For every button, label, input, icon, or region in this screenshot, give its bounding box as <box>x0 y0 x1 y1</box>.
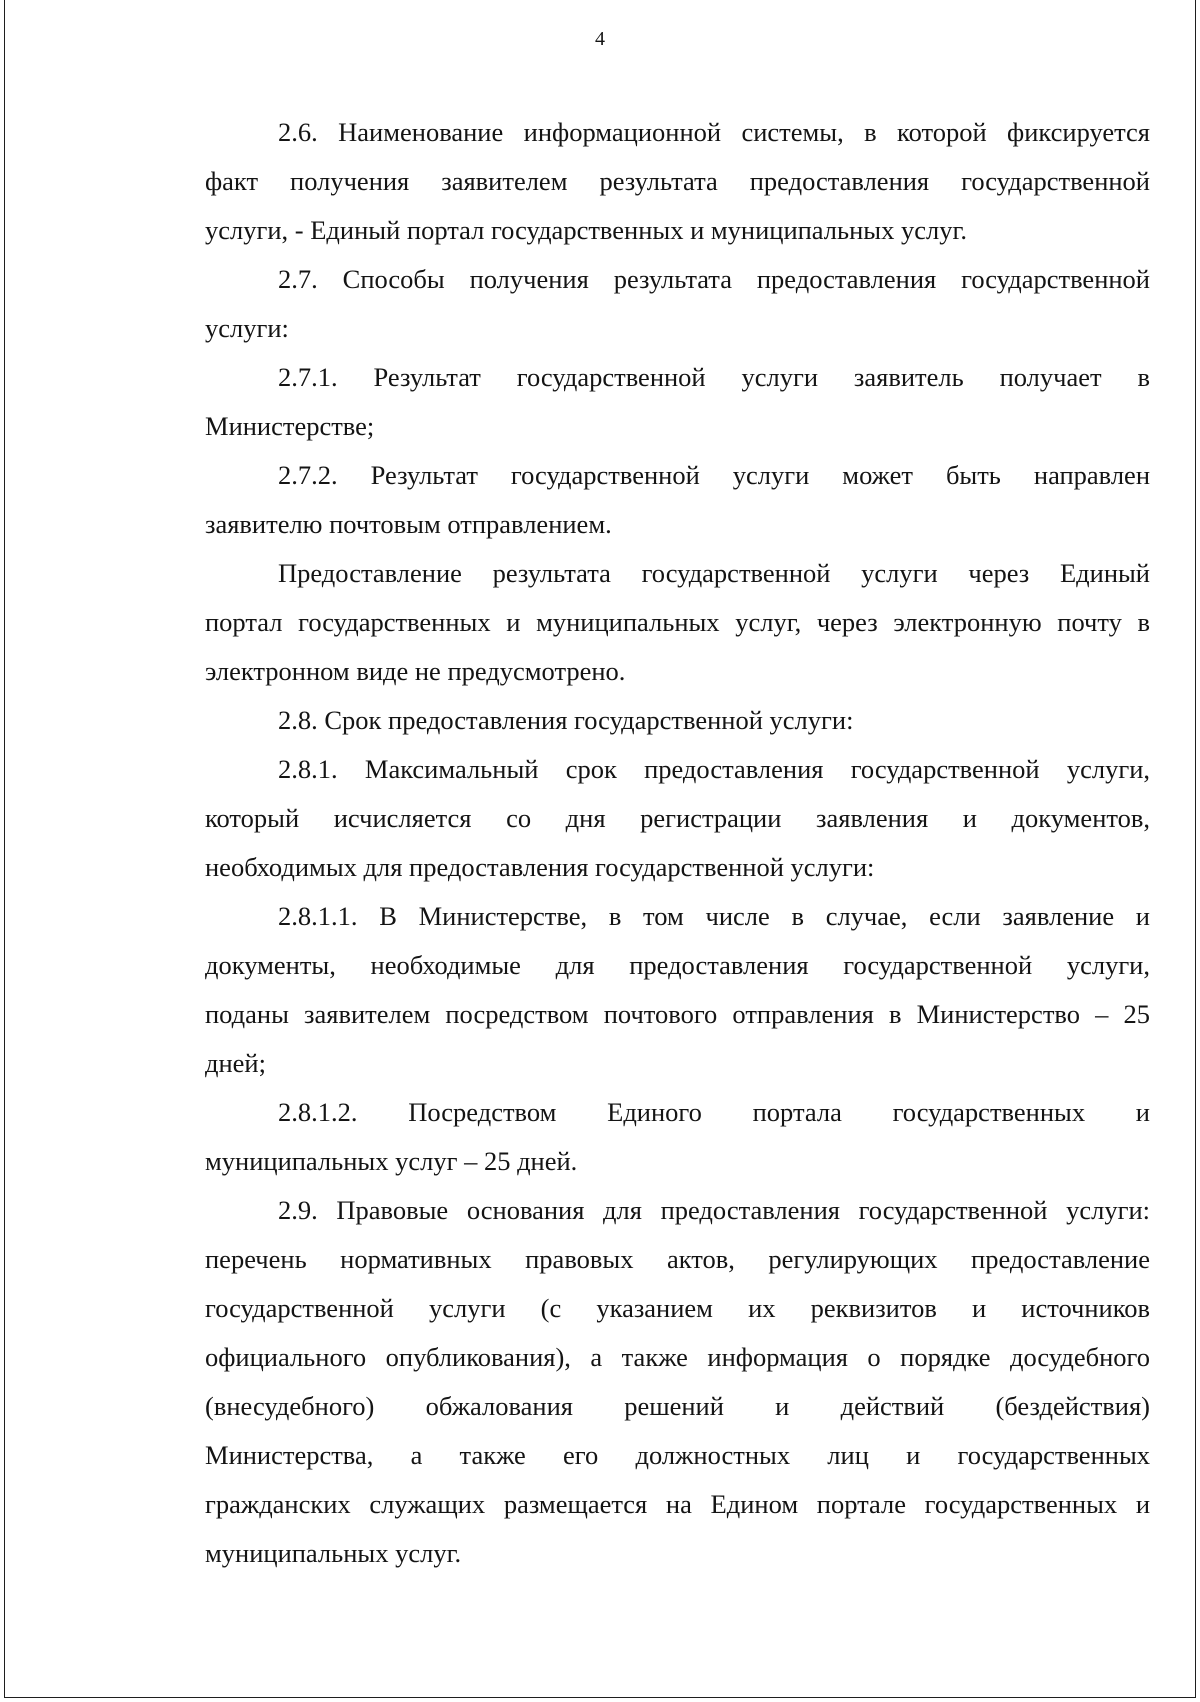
text-line: 2.8.1.1. В Министерстве, в том числе в случае, если заявление и <box>278 901 1150 931</box>
paragraph-p-2-9 <box>205 1186 1150 1578</box>
text-line: Предоставление результата государственной услуги через Единый <box>278 558 1150 588</box>
text-line: услуги: <box>205 313 289 343</box>
paragraph-p-2-7-2 <box>205 451 1150 549</box>
text-line: государственной услуги (с указанием их реквизитов и источников <box>205 1293 1150 1323</box>
text-line: портал государственных и муниципальных услуг, через электронную почту в <box>205 607 1150 637</box>
text-line: перечень нормативных правовых актов, регулирующих предоставление <box>205 1244 1150 1274</box>
paragraph-p-2-8-1-2 <box>205 1088 1150 1186</box>
text-line: 2.7.2. Результат государственной услуги может быть направлен <box>278 460 1150 490</box>
paragraph-p-2-7-1 <box>205 353 1150 451</box>
text-line: необходимых для предоставления государственной услуги: <box>205 852 875 882</box>
text-line: дней; <box>205 1048 266 1078</box>
text-line: 2.8.1. Максимальный срок предоставления государственной услуги, <box>278 754 1150 784</box>
text-line: 2.6. Наименование информационной системы, в которой фиксируется <box>278 117 1150 147</box>
text-line: заявителю почтовым отправлением. <box>205 509 612 539</box>
text-line: поданы заявителем посредством почтового отправления в Министерство – 25 <box>205 999 1150 1029</box>
text-line: 2.9. Правовые основания для предоставления государственной услуги: <box>278 1195 1150 1225</box>
text-line: официального опубликования), а также информация о порядке досудебного <box>205 1342 1150 1372</box>
text-line: 2.7.1. Результат государственной услуги заявитель получает в <box>278 362 1150 392</box>
text-line: факт получения заявителем результата предоставления государственной <box>205 166 1150 196</box>
document-body <box>205 108 1150 1578</box>
text-line: который исчисляется со дня регистрации заявления и документов, <box>205 803 1150 833</box>
text-line: 2.7. Способы получения результата предоставления государственной <box>278 264 1150 294</box>
text-line: муниципальных услуг. <box>205 1538 462 1568</box>
page-number: 4 <box>595 28 605 50</box>
paragraph-p-2-8 <box>205 696 1150 745</box>
text-line: услуги, - Единый портал государственных и муниципальных услуг. <box>205 215 967 245</box>
paragraph-p-2-6 <box>205 108 1150 255</box>
text-line: документы, необходимые для предоставления государственной услуги, <box>205 950 1150 980</box>
text-line: электронном виде не предусмотрено. <box>205 656 626 686</box>
text-line: (внесудебного) обжалования решений и действий (бездействия) <box>205 1391 1150 1421</box>
text-line: Министерства, а также его должностных лиц и государственных <box>205 1440 1150 1470</box>
paragraph-p-2-7 <box>205 255 1150 353</box>
text-line: 2.8. Срок предоставления государственной услуги: <box>278 705 854 735</box>
text-line: 2.8.1.2. Посредством Единого портала государственных и <box>278 1097 1150 1127</box>
text-line: муниципальных услуг – 25 дней. <box>205 1146 578 1176</box>
text-line: Министерстве; <box>205 411 375 441</box>
paragraph-p-epgu <box>205 549 1150 696</box>
paragraph-p-2-8-1-1 <box>205 892 1150 1088</box>
paragraph-p-2-8-1 <box>205 745 1150 892</box>
text-line: гражданских служащих размещается на Едином портале государственных и <box>205 1489 1150 1519</box>
